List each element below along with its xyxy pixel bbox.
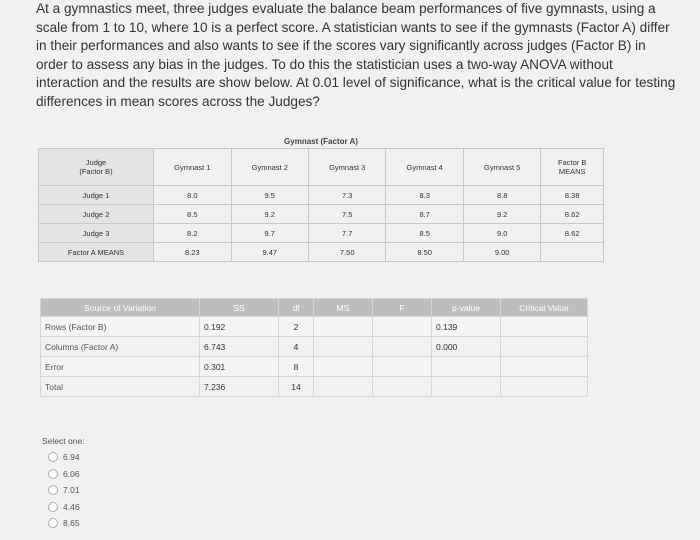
answer-option-label: 4.46 (63, 501, 80, 512)
score-cell: 8.5 (154, 205, 231, 224)
mean-cell: 9.47 (231, 243, 308, 262)
mean-cell: 8.50 (386, 243, 463, 262)
critical-value-header: Critical Value (501, 299, 588, 317)
p-value-cell: 0.000 (432, 337, 501, 357)
df-header: df (279, 299, 314, 317)
factor-a-means-label: Factor A MEANS (39, 243, 154, 262)
radio-button[interactable] (48, 485, 58, 495)
gymnast-header: Gymnast 5 (463, 149, 540, 186)
mean-cell: 9.00 (463, 243, 540, 262)
radio-button[interactable] (48, 518, 58, 528)
answer-option-label: 6.94 (63, 452, 80, 463)
p-value-cell: 0.139 (432, 317, 501, 337)
answer-option-label: 8.65 (63, 518, 80, 529)
score-cell: 8.3 (386, 186, 463, 205)
critical-value-cell (501, 377, 588, 397)
score-cell: 8.8 (463, 186, 540, 205)
radio-button[interactable] (48, 502, 58, 512)
source-cell: Total (41, 377, 200, 397)
p-value-cell (432, 357, 501, 377)
answer-option[interactable] (42, 515, 85, 532)
df-cell: 14 (279, 377, 314, 397)
empty-cell (541, 243, 604, 262)
answer-option-label: 7.01 (63, 485, 80, 496)
ms-cell (314, 317, 373, 337)
answer-choices (42, 436, 85, 532)
judge-label: Judge 1 (39, 186, 154, 205)
ss-header: SS (200, 299, 279, 317)
f-header: F (373, 299, 432, 317)
select-one-label: Select one: (42, 436, 85, 446)
gymnast-header: Gymnast 2 (231, 149, 308, 186)
ms-cell (314, 377, 373, 397)
f-cell (373, 317, 432, 337)
score-cell: 7.7 (308, 224, 385, 243)
judge-label: Judge 3 (39, 224, 154, 243)
mean-cell: 8.62 (541, 224, 604, 243)
critical-value-cell (501, 337, 588, 357)
ss-cell: 0.301 (200, 357, 279, 377)
df-cell: 8 (279, 357, 314, 377)
critical-value-cell (501, 317, 588, 337)
table-row (39, 243, 604, 262)
radio-button[interactable] (48, 469, 58, 479)
judge-header-line-2: (Factor B) (79, 167, 113, 176)
ss-cell: 7.236 (200, 377, 279, 397)
table-row (39, 186, 604, 205)
table-row (41, 357, 588, 377)
judge-label: Judge 2 (39, 205, 154, 224)
judge-header-line-1: Judge (85, 158, 107, 167)
p-value-header: p-value (432, 299, 501, 317)
score-cell: 8.2 (154, 224, 231, 243)
mean-cell: 7.50 (308, 243, 385, 262)
df-cell: 4 (279, 337, 314, 357)
anova-table (40, 298, 588, 397)
ms-cell (314, 337, 373, 357)
table-row (39, 224, 604, 243)
gymnast-header: Gymnast 1 (154, 149, 231, 186)
critical-value-cell (501, 357, 588, 377)
f-cell (373, 377, 432, 397)
ms-cell (314, 357, 373, 377)
score-cell: 8.7 (386, 205, 463, 224)
table-row (39, 205, 604, 224)
mean-cell: 8.38 (541, 186, 604, 205)
mean-cell: 8.23 (154, 243, 231, 262)
source-cell: Error (41, 357, 200, 377)
means-header-line-1: Factor B (558, 158, 587, 167)
score-cell: 9.5 (231, 186, 308, 205)
factor-b-means-header (541, 149, 604, 186)
score-cell: 8.0 (154, 186, 231, 205)
f-cell (373, 357, 432, 377)
df-cell: 2 (279, 317, 314, 337)
score-cell: 8.5 (386, 224, 463, 243)
score-cell: 7.3 (308, 186, 385, 205)
score-cell: 9.0 (463, 224, 540, 243)
p-value-cell (432, 377, 501, 397)
score-cell: 9.7 (231, 224, 308, 243)
gymnast-header: Gymnast 4 (386, 149, 463, 186)
score-cell: 9.2 (463, 205, 540, 224)
answer-option[interactable] (42, 449, 85, 466)
ms-header: MS (314, 299, 373, 317)
table-row (41, 317, 588, 337)
gymnast-header: Gymnast 3 (308, 149, 385, 186)
score-cell: 9.2 (231, 205, 308, 224)
answer-option[interactable] (42, 499, 85, 516)
question-text (36, 0, 676, 111)
answer-option[interactable] (42, 482, 85, 499)
source-cell: Rows (Factor B) (41, 317, 200, 337)
f-cell (373, 337, 432, 357)
source-cell: Columns (Factor A) (41, 337, 200, 357)
score-table (38, 148, 604, 262)
ss-cell: 0.192 (200, 317, 279, 337)
score-cell: 7.5 (308, 205, 385, 224)
answer-option-label: 6.06 (63, 468, 80, 479)
answer-option[interactable] (42, 466, 85, 483)
score-table-caption: Gymnast (Factor A) (284, 137, 358, 146)
judge-column-header (39, 149, 154, 186)
source-header: Source of Variation (41, 299, 200, 317)
table-row (41, 377, 588, 397)
mean-cell: 8.62 (541, 205, 604, 224)
table-row (41, 337, 588, 357)
ss-cell: 6.743 (200, 337, 279, 357)
radio-button[interactable] (48, 452, 58, 462)
question-paragraph: At a gymnastics meet, three judges evaluate the balance beam performances of five gymnasts, using a scale from 1 to 10, where 10 is a perfect score. A statistician wants to see if the gymnasts (Factor A) differ in their performances and also wants to see if the scores vary significantly across judges (Factor B) in order to assess any bias in the judges. To do this the statistician uses a two-way ANOVA without interaction and the results are show below. At 0.01 level of significance, what is the critical value for testing differences in mean scores across the Judges? (36, 1, 676, 109)
means-header-line-2: MEANS (558, 167, 586, 176)
